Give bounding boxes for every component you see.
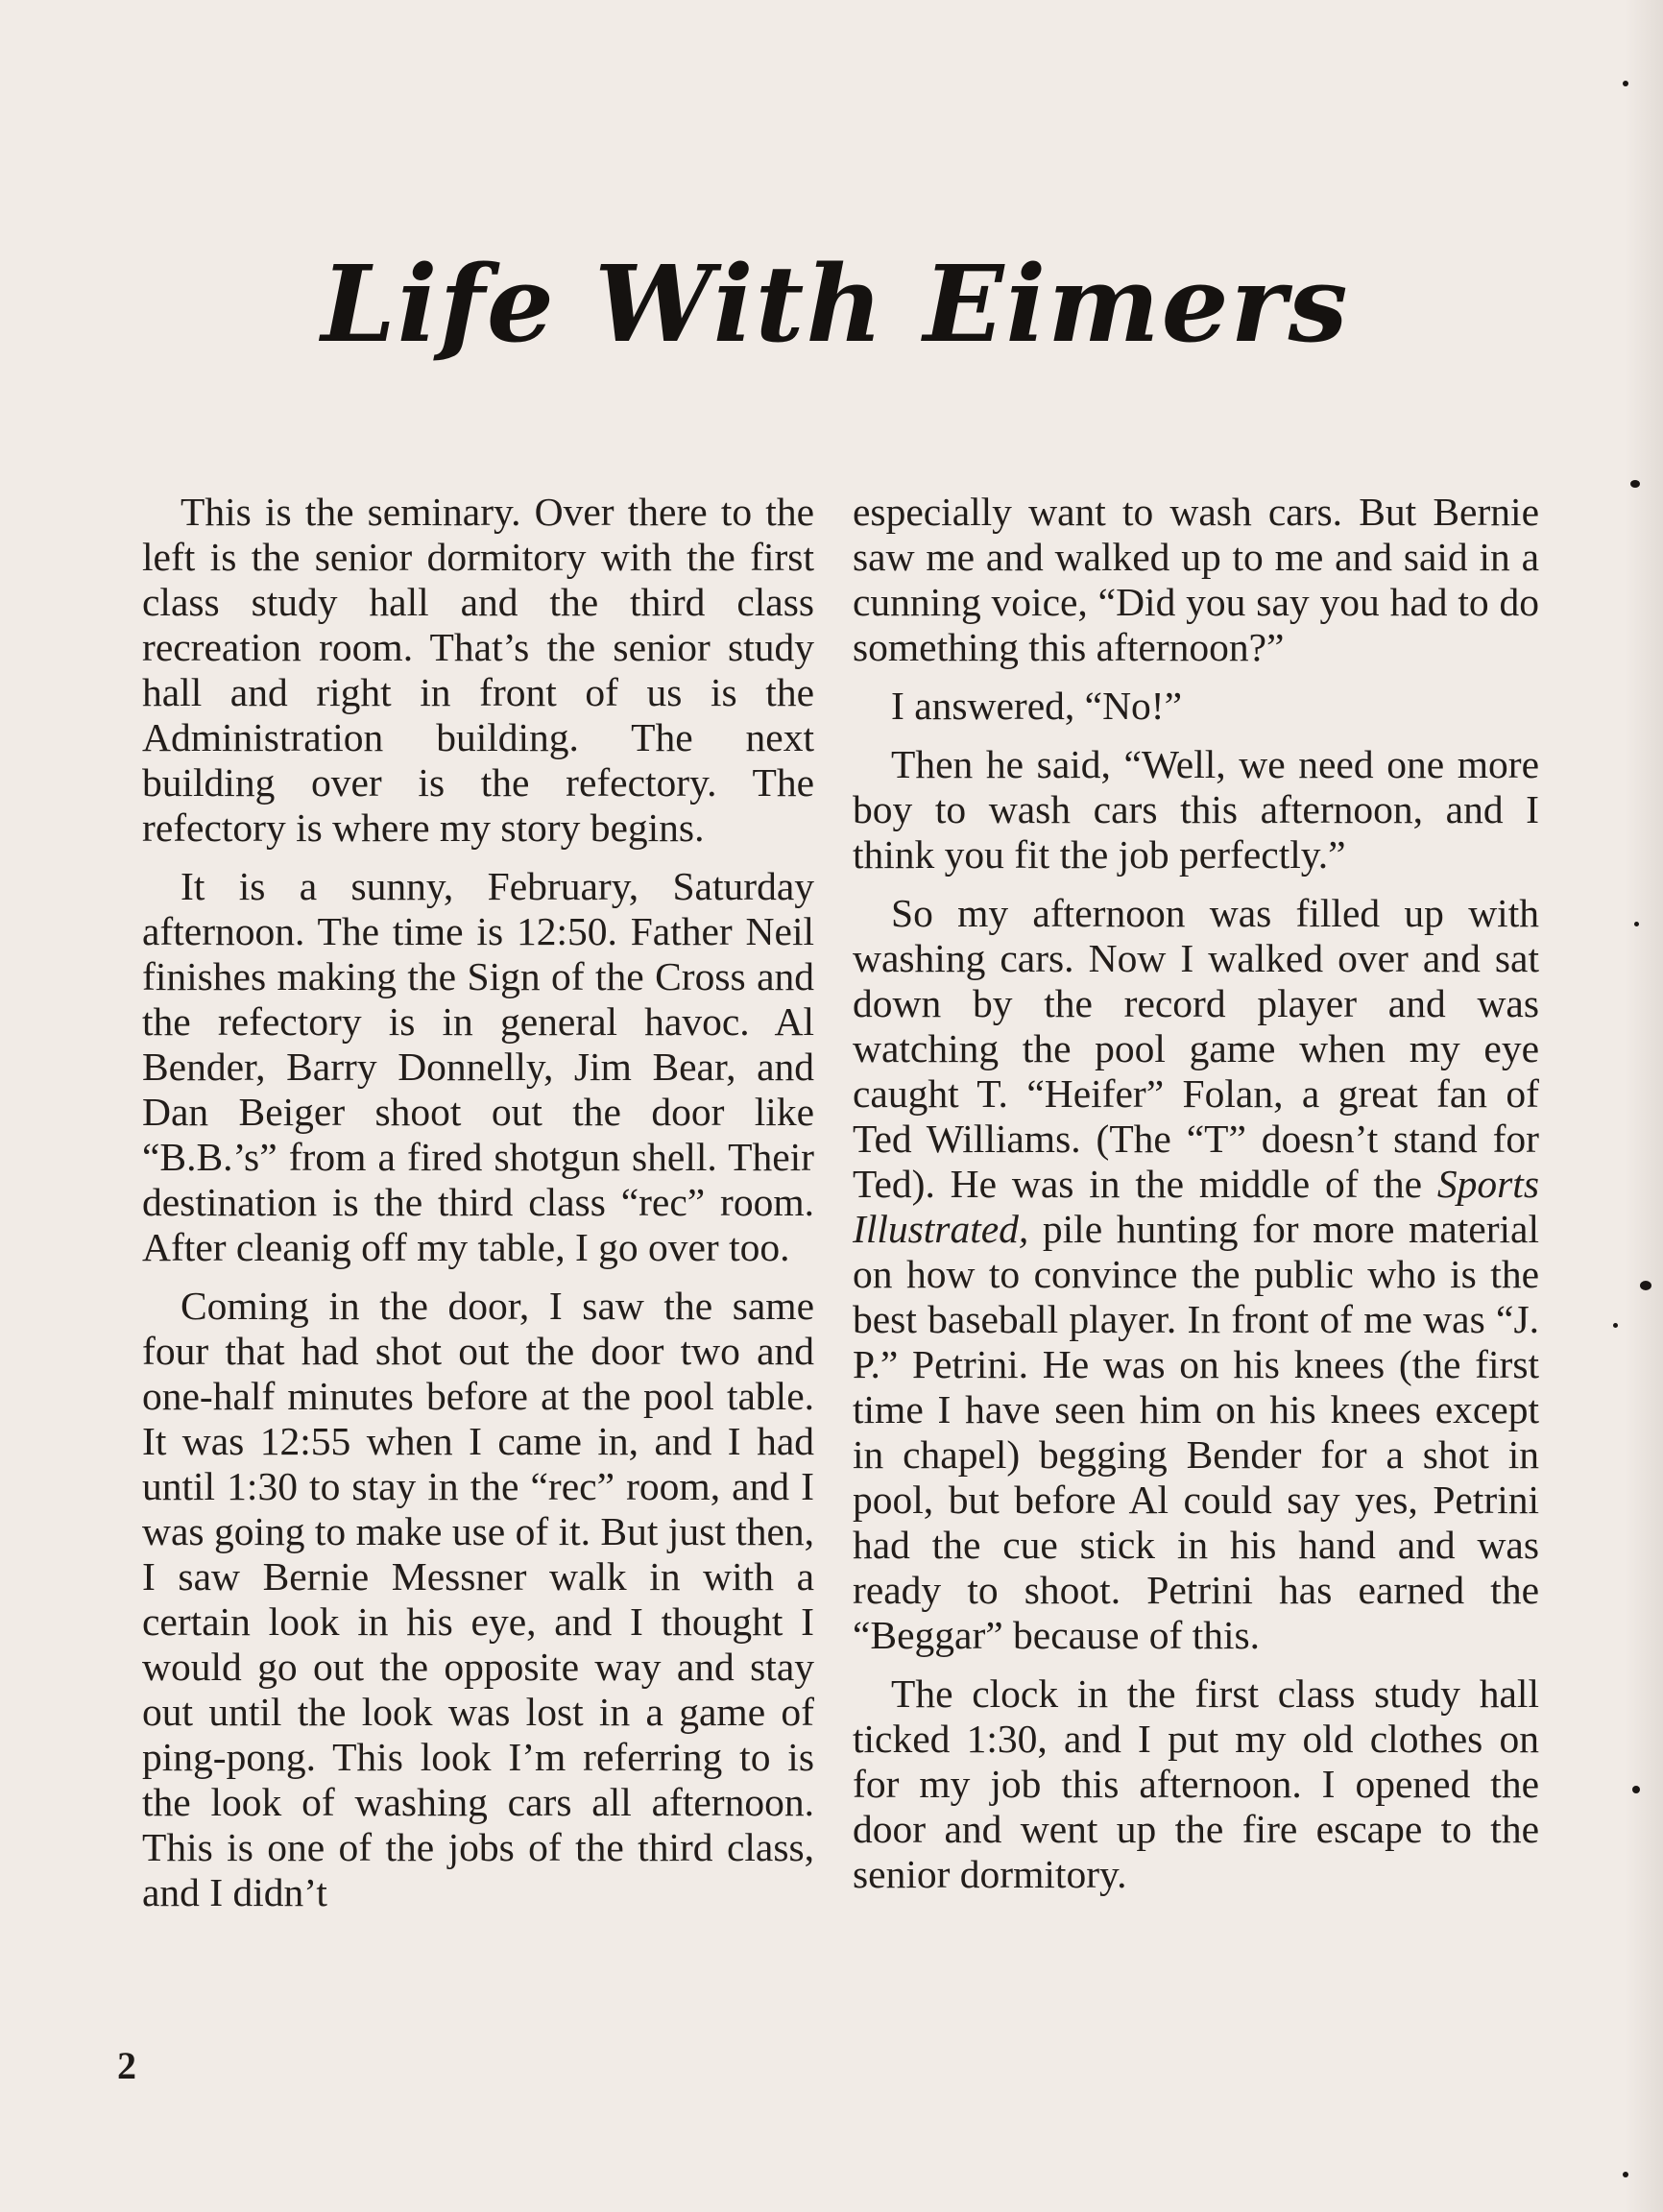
paragraph: Then he said, “Well, we need one more boy to wash cars this afternoon, and I think you fit the job perfectly.”	[853, 742, 1539, 877]
page-number: 2	[117, 2044, 136, 2087]
ink-speck	[1632, 1786, 1640, 1793]
ink-speck	[1623, 81, 1628, 86]
ink-speck	[1623, 2172, 1628, 2177]
paragraph: The clock in the first class study hall ticked 1:30, and I put my old clothes on for my job this afternoon. I opened the door and went up the fire escape to the senior dormitory.	[853, 1671, 1539, 1896]
ink-speck	[1630, 480, 1640, 488]
page-title: Life With Eimers	[321, 242, 1350, 366]
ink-speck	[1613, 1323, 1618, 1328]
paragraph: It is a sunny, February, Saturday afternoon. The time is 12:50. Father Neil finishes making the Sign of the Cross and the refectory is in general havoc. Al Bender, Barry Donnelly, Jim Bear, and Dan Beiger shoot out the door like “B.B.’s” from a fired shotgun shell. Their destination is the third class “rec” room. After cleanig off my table, I go over too.	[142, 864, 814, 1269]
left-column	[142, 490, 814, 1929]
paragraph: I answered, “No!”	[891, 684, 1183, 728]
paragraph	[853, 891, 1539, 1658]
page-edge-shadow	[1625, 0, 1663, 2212]
ink-speck	[1634, 922, 1639, 926]
magazine-title: Sports Illustrated,	[853, 1162, 1539, 1251]
paragraph: especially want to wash cars. But Bernie saw me and walked up to me and said in a cunning voice, “Did you say you had to do something this afternoon?”	[853, 490, 1539, 669]
ink-speck	[1640, 1281, 1651, 1290]
right-column	[853, 490, 1539, 1911]
paragraph-text: So my afternoon was filled up with washing cars. Now I walked over and sat down by the record player and was watching the pool game when my eye caught T. “Heifer” Folan, a great fan of Ted Williams. (The “T” doesn’t stand for Ted). He was in the middle of the	[853, 891, 1539, 1206]
paragraph-text: pile hunting for more material on how to convince the public who is the best baseball player. In front of me was “J. P.” Petrini. He was on his knees (the first time I have seen him on his knees except in chapel) begging Bender for a shot in pool, but before Al could say yes, Petrini had the cue stick in his hand and was ready to shoot. Petrini has earned the “Beggar” because of this.	[853, 1207, 1539, 1657]
paragraph: Coming in the door, I saw the same four that had shot out the door two and one-half minutes before at the pool table. It was 12:55 when I came in, and I had until 1:30 to stay in the “rec” room, and I was going to make use of it. But just then, I saw Bernie Messner walk in with a certain look in his eye, and I thought I would go out the opposite way and stay out until the look was lost in a game of ping-pong. This look I’m referring to is the look of washing cars all afternoon. This is one of the jobs of the third class, and I didn’t	[142, 1284, 814, 1914]
paragraph: This is the seminary. Over there to the left is the senior dormitory with the first class study hall and the third class recreation room. That’s the senior study hall and right in front of us is the Administration building. The next building over is the refectory. The refectory is where my story begins.	[142, 490, 814, 850]
